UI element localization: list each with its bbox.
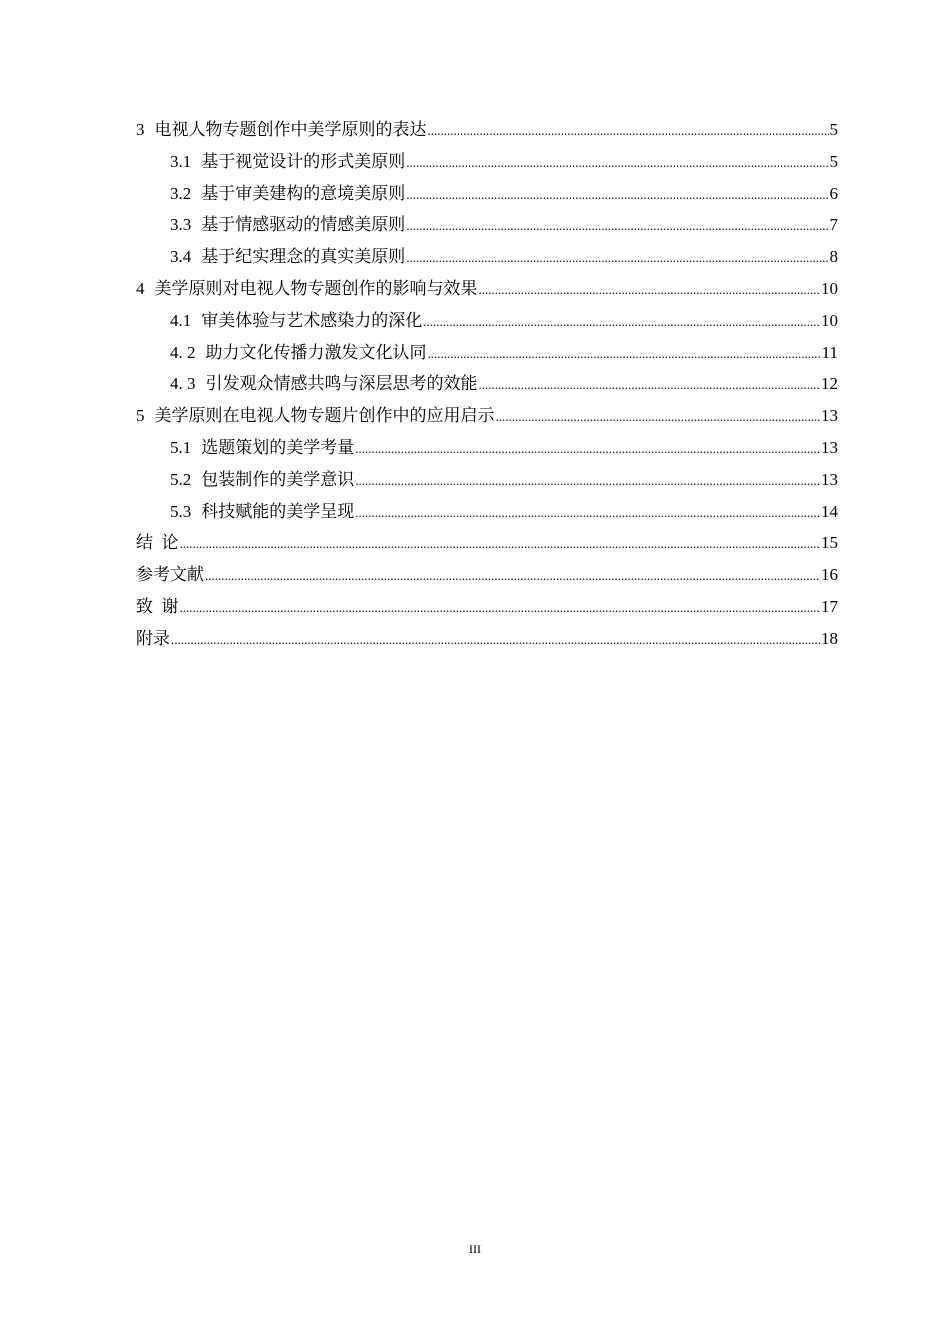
toc-entry-title: 参考文献 bbox=[136, 565, 204, 585]
toc-entry-title: 美学原则在电视人物专题片创作中的应用启示 bbox=[154, 406, 495, 426]
toc-entry[interactable] bbox=[136, 146, 838, 178]
toc-entry[interactable] bbox=[136, 623, 838, 655]
toc-entry[interactable] bbox=[136, 368, 838, 400]
toc-entry-page: 6 bbox=[829, 183, 838, 203]
toc-dot-leader bbox=[180, 592, 821, 623]
toc-entry-title: 基于纪实理念的真实美原则 bbox=[201, 247, 406, 267]
toc-dot-leader bbox=[423, 306, 820, 337]
toc-entry-number: 3.3 bbox=[170, 215, 192, 235]
toc-entry-title: 科技赋能的美学呈现 bbox=[201, 501, 355, 521]
toc-dot-leader bbox=[428, 338, 821, 369]
toc-dot-leader bbox=[355, 433, 820, 464]
toc-entry-page: 18 bbox=[821, 628, 838, 648]
toc-entry-number: 5.1 bbox=[170, 437, 192, 457]
toc-dot-leader bbox=[406, 210, 828, 241]
toc-entry[interactable] bbox=[136, 559, 838, 591]
toc-entry-title: 引发观众情感共鸣与深层思考的效能 bbox=[205, 374, 478, 394]
toc-entry-title: 助力文化传播力激发文化认同 bbox=[205, 342, 427, 362]
toc-entry-page: 7 bbox=[829, 215, 838, 235]
toc-entry-page: 15 bbox=[821, 533, 838, 553]
toc-entry-page: 8 bbox=[829, 247, 838, 267]
toc-entry-number: 5 bbox=[136, 406, 145, 426]
toc-entry-page: 5 bbox=[829, 120, 838, 139]
toc-dot-leader bbox=[428, 115, 829, 146]
toc-dot-leader bbox=[479, 369, 821, 400]
toc-entry-title: 基于视觉设计的形式美原则 bbox=[201, 151, 406, 171]
toc-entry[interactable] bbox=[136, 305, 838, 337]
toc-entry-number: 4 bbox=[136, 278, 145, 298]
toc-entry[interactable] bbox=[136, 400, 838, 432]
toc-entry[interactable] bbox=[136, 241, 838, 273]
toc-entry-title: 选题策划的美学考量 bbox=[201, 437, 355, 457]
toc-entry-title: 基于情感驱动的情感美原则 bbox=[201, 215, 406, 235]
toc-entry-number: 5.3 bbox=[170, 501, 192, 521]
toc-dot-leader bbox=[205, 560, 820, 591]
toc-entry-page: 11 bbox=[821, 342, 838, 362]
toc-entry-title: 电视人物专题创作中美学原则的表达 bbox=[154, 120, 427, 139]
toc-entry-title: 审美体验与艺术感染力的深化 bbox=[201, 310, 423, 330]
toc-dot-leader bbox=[355, 465, 820, 496]
toc-dot-leader bbox=[406, 242, 828, 273]
toc-entry-title: 美学原则对电视人物专题创作的影响与效果 bbox=[154, 278, 478, 298]
toc-entry[interactable] bbox=[136, 209, 838, 241]
toc-dot-leader bbox=[406, 179, 828, 210]
toc-entry[interactable] bbox=[136, 273, 838, 305]
toc-entry-page: 10 bbox=[821, 310, 838, 330]
toc-entry-title: 附录 bbox=[136, 628, 170, 648]
toc-entry-page: 5 bbox=[829, 151, 838, 171]
table-of-contents bbox=[136, 114, 838, 655]
toc-entry-page: 14 bbox=[821, 501, 838, 521]
toc-entry-number: 3.2 bbox=[170, 183, 192, 203]
toc-entry-number: 4. 3 bbox=[170, 374, 196, 394]
toc-entry[interactable] bbox=[136, 432, 838, 464]
toc-entry-number: 5.2 bbox=[170, 469, 192, 489]
toc-entry-page: 13 bbox=[821, 406, 838, 426]
toc-entry[interactable] bbox=[136, 527, 838, 559]
toc-entry-number: 3.1 bbox=[170, 151, 192, 171]
toc-entry-title: 基于审美建构的意境美原则 bbox=[201, 183, 406, 203]
toc-dot-leader bbox=[479, 274, 821, 305]
toc-entry[interactable] bbox=[136, 114, 838, 146]
toc-entry[interactable] bbox=[136, 591, 838, 623]
toc-entry-title: 包装制作的美学意识 bbox=[201, 469, 355, 489]
toc-entry-number: 3.4 bbox=[170, 247, 192, 267]
toc-entry-page: 13 bbox=[821, 469, 838, 489]
toc-entry-number: 4. 2 bbox=[170, 342, 196, 362]
toc-dot-leader bbox=[406, 147, 828, 178]
toc-entry-page: 12 bbox=[821, 374, 838, 394]
toc-entry-number: 3 bbox=[136, 120, 145, 139]
toc-entry-number: 4.1 bbox=[170, 310, 192, 330]
toc-entry[interactable] bbox=[136, 337, 838, 369]
toc-dot-leader bbox=[180, 528, 821, 559]
page-number: III bbox=[469, 1242, 481, 1256]
toc-entry[interactable] bbox=[136, 496, 838, 528]
toc-entry[interactable] bbox=[136, 464, 838, 496]
toc-entry-page: 10 bbox=[821, 278, 838, 298]
toc-entry-title: 致 谢 bbox=[136, 596, 179, 616]
toc-entry-page: 16 bbox=[821, 565, 838, 585]
toc-entry-title: 结 论 bbox=[136, 533, 179, 553]
toc-dot-leader bbox=[496, 401, 821, 432]
toc-entry-page: 13 bbox=[821, 437, 838, 457]
toc-entry[interactable] bbox=[136, 178, 838, 210]
toc-entry-page: 17 bbox=[821, 596, 838, 616]
toc-dot-leader bbox=[171, 624, 820, 655]
toc-dot-leader bbox=[355, 497, 820, 528]
